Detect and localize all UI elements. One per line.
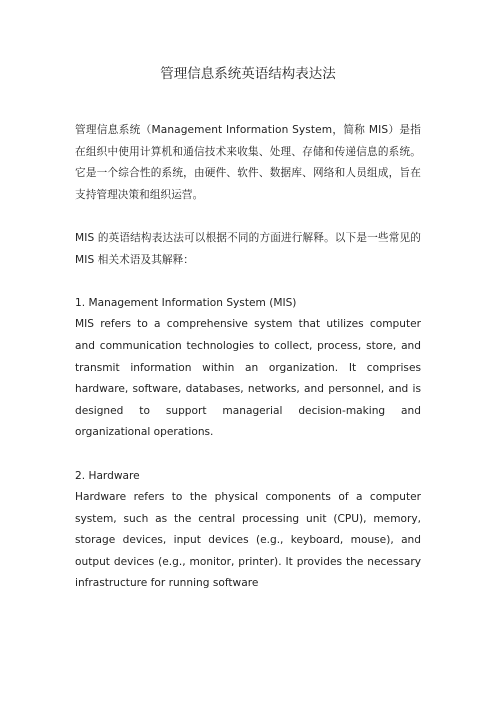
second-paragraph: MIS 的英语结构表达法可以根据不同的方面进行解释。以下是一些常见的 MIS 相关术语及其解释： — [75, 231, 421, 266]
section-heading: 1. Management Information System (MIS) — [75, 296, 297, 309]
section-body: Hardware refers to the physical components of a computer system, such as the central processing unit (CPU), memory, storage devices, input devices (e.g., keyboard, mouse), and output devices (e.g., monitor, printer). It provides the necessary infrastructure for running software — [75, 491, 421, 590]
document-content — [75, 120, 421, 617]
section-2 — [75, 466, 421, 596]
document-title: 管理信息系统英语结构表达法 — [160, 66, 336, 82]
section-body: MIS refers to a comprehensive system that utilizes computer and communication technologies to collect, process, store, and transmit information within an organization. It comprises hardware, software, databases, networks, and personnel, and is designed to support managerial decision-making and organizational operations. — [75, 318, 421, 439]
intro-paragraph: 管理信息系统（Management Information System，简称 MIS）是指在组织中使用计算机和通信技术来收集、处理、存储和传递信息的系统。它是一个综合性的系统，由硬件、软件、数据库、网络和人员组成，旨在支持管理决策和组织运营。 — [75, 124, 421, 201]
section-1 — [75, 293, 421, 444]
section-heading: 2. Hardware — [75, 469, 140, 482]
